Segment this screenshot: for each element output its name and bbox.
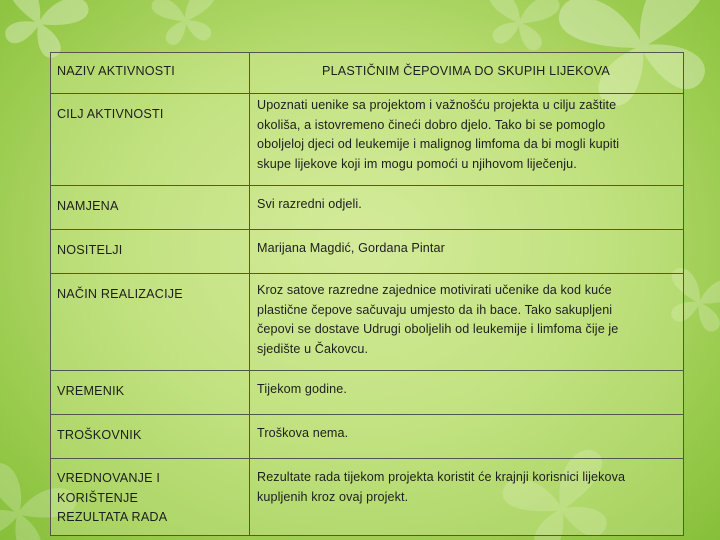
row-label: NAČIN REALIZACIJE bbox=[51, 274, 250, 371]
butterfly-icon bbox=[150, 0, 222, 48]
row-value: Svi razredni odjeli. bbox=[250, 186, 684, 230]
table-row bbox=[51, 53, 684, 94]
row-label: NAZIV AKTIVNOSTI bbox=[51, 53, 250, 94]
row-value: PLASTIČNIM ČEPOVIMA DO SKUPIH LIJEKOVA bbox=[250, 53, 684, 94]
table-row bbox=[51, 459, 684, 536]
row-value: Troškova nema. bbox=[250, 415, 684, 459]
table-row bbox=[51, 94, 684, 186]
row-label: VREMENIK bbox=[51, 371, 250, 415]
row-label: VREDNOVANJE I KORIŠTENJE REZULTATA RADA bbox=[51, 459, 250, 536]
row-value: Kroz satove razredne zajednice motivirati učenike da kod kuće plastične čepove sačuvaju umjesto da ih bace. Tako sakupljeni čepovi se dostave Udrugi oboljelih od leukemije i limfoma čije je sjedište u Čakovcu. bbox=[250, 274, 684, 371]
table-row bbox=[51, 415, 684, 459]
row-value: Tijekom godine. bbox=[250, 371, 684, 415]
row-value: Marijana Magdić, Gordana Pintar bbox=[250, 230, 684, 274]
row-value: Upoznati uenike sa projektom i važnošću projekta u cilju zaštite okoliša, a istovremeno čineći dobro djelo. Tako bi se pomoglo oboljeloj djeci od leukemije i malignog limfoma da bi mogli kupiti skupe lijekove koji im mogu pomoći u njihovom liječenju. bbox=[250, 94, 684, 186]
row-label: NOSITELJI bbox=[51, 230, 250, 274]
row-label: NAMJENA bbox=[51, 186, 250, 230]
row-label: CILJ AKTIVNOSTI bbox=[51, 94, 250, 186]
row-value: Rezultate rada tijekom projekta koristit će krajnji korisnici lijekova kupljenih kroz ovaj projekt. bbox=[250, 459, 684, 536]
table-row bbox=[51, 230, 684, 274]
butterfly-icon bbox=[482, 0, 561, 54]
table-row bbox=[51, 186, 684, 230]
activity-info-table bbox=[50, 52, 684, 536]
table-row bbox=[51, 371, 684, 415]
table-row bbox=[51, 274, 684, 371]
row-label: TROŠKOVNIK bbox=[51, 415, 250, 459]
